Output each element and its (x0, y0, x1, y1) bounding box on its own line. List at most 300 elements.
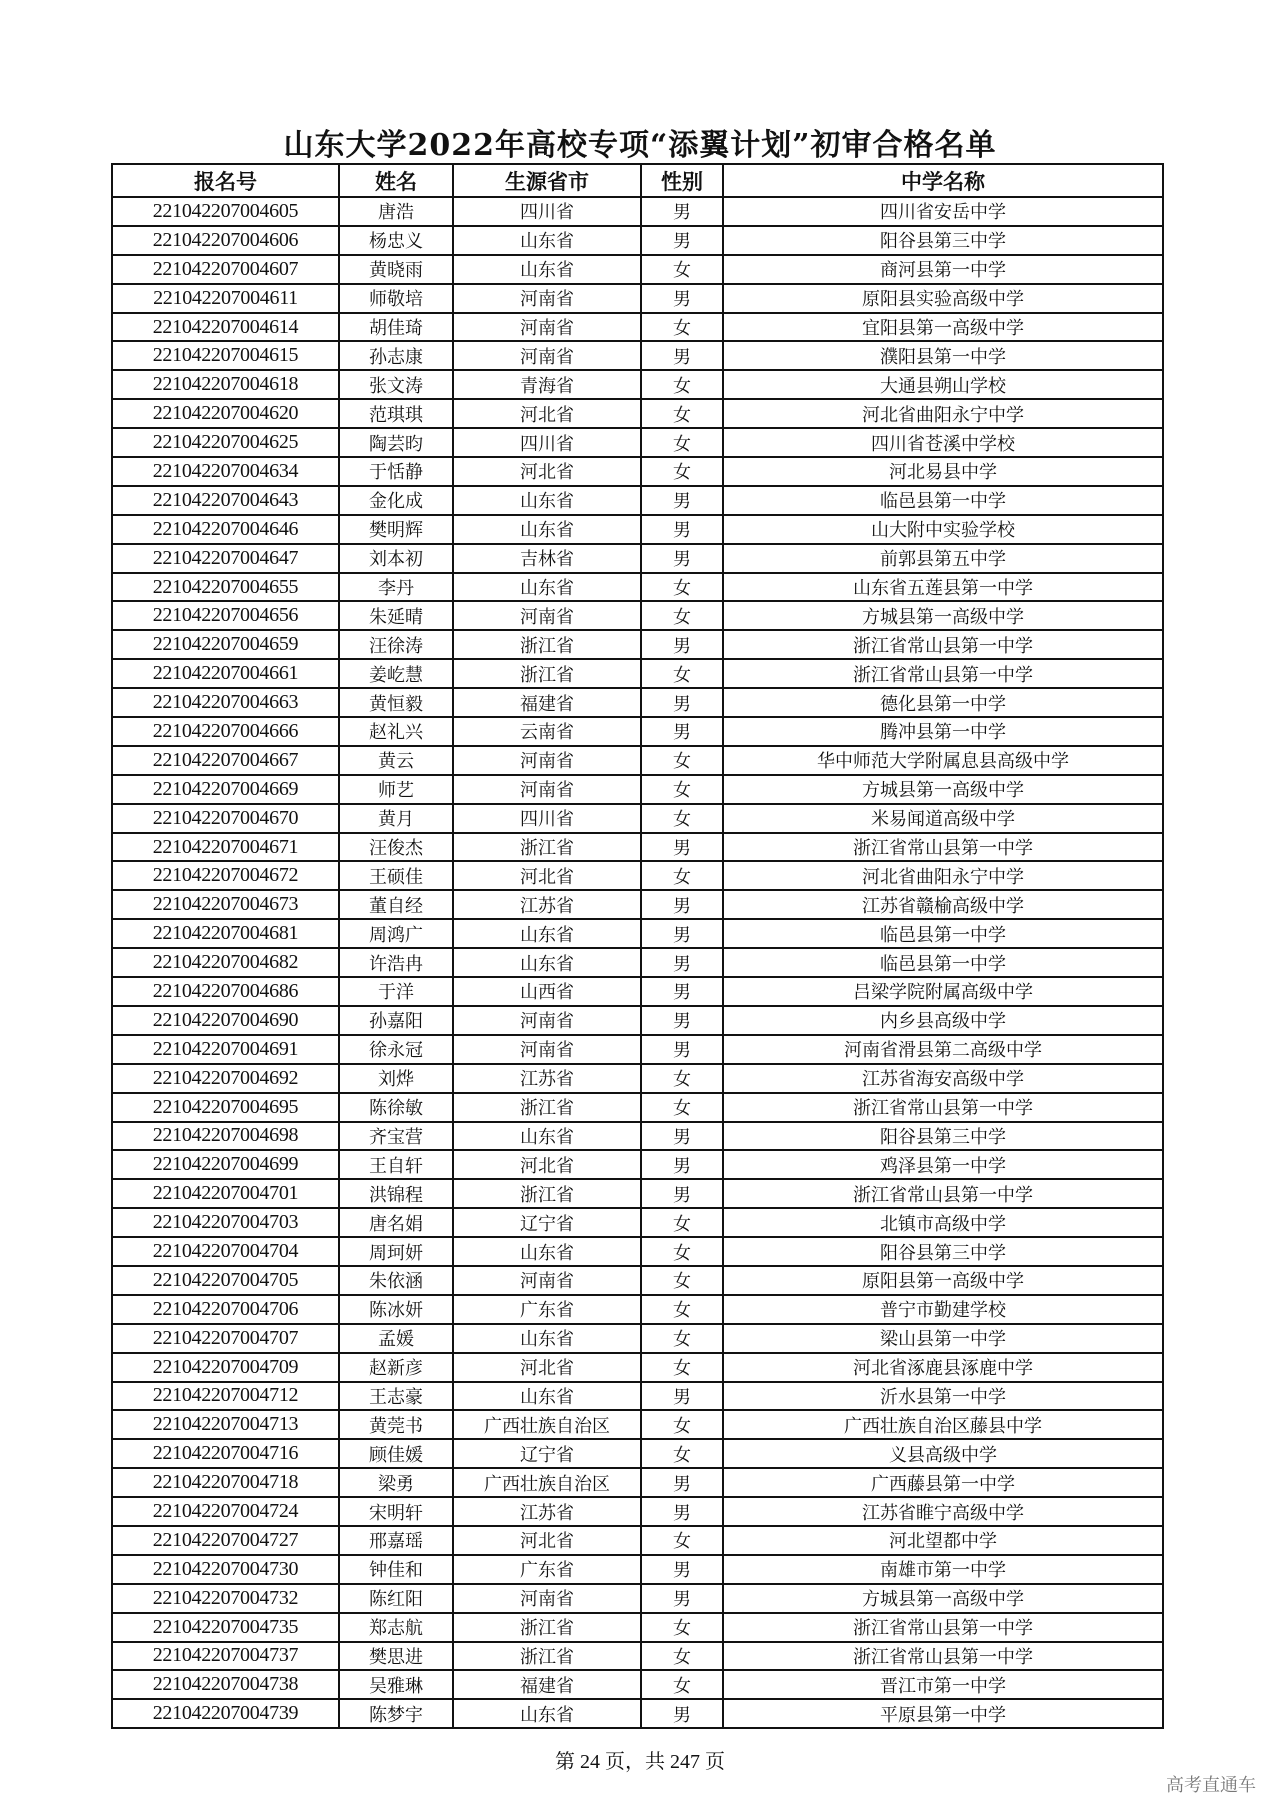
cell-gender: 女 (641, 1642, 723, 1671)
cell-school-name: 义县高级中学 (723, 1439, 1163, 1468)
cell-student-name: 樊明辉 (339, 515, 453, 544)
cell-school-name: 广西藤县第一中学 (723, 1468, 1163, 1497)
cell-province: 河南省 (453, 1006, 641, 1035)
cell-province: 河北省 (453, 457, 641, 486)
table-row (112, 833, 1163, 862)
cell-school-name: 吕梁学院附属高级中学 (723, 977, 1163, 1006)
cell-registration-no: 221042207004606 (112, 226, 339, 255)
cell-province: 山东省 (453, 255, 641, 284)
cell-school-name: 河北望都中学 (723, 1526, 1163, 1555)
cell-province: 广东省 (453, 1555, 641, 1584)
cell-gender: 男 (641, 1035, 723, 1064)
cell-province: 山东省 (453, 1237, 641, 1266)
cell-school-name: 广西壮族自治区藤县中学 (723, 1410, 1163, 1439)
cell-registration-no: 221042207004695 (112, 1093, 339, 1122)
cell-school-name: 北镇市高级中学 (723, 1208, 1163, 1237)
cell-student-name: 梁勇 (339, 1468, 453, 1497)
cell-registration-no: 221042207004712 (112, 1382, 339, 1411)
cell-school-name: 米易闻道高级中学 (723, 804, 1163, 833)
cell-province: 云南省 (453, 717, 641, 746)
header-name: 姓名 (339, 164, 453, 197)
table-row (112, 1208, 1163, 1237)
cell-gender: 女 (641, 601, 723, 630)
table-row (112, 717, 1163, 746)
cell-registration-no: 221042207004673 (112, 890, 339, 919)
cell-school-name: 普宁市勤建学校 (723, 1295, 1163, 1324)
cell-registration-no: 221042207004661 (112, 659, 339, 688)
cell-gender: 女 (641, 1439, 723, 1468)
cell-gender: 女 (641, 370, 723, 399)
cell-student-name: 王硕佳 (339, 861, 453, 890)
cell-school-name: 原阳县实验高级中学 (723, 284, 1163, 313)
cell-student-name: 黄云 (339, 746, 453, 775)
cell-school-name: 方城县第一高级中学 (723, 601, 1163, 630)
cell-gender: 女 (641, 1093, 723, 1122)
cell-province: 广东省 (453, 1295, 641, 1324)
table-row (112, 1613, 1163, 1642)
cell-gender: 男 (641, 341, 723, 370)
cell-school-name: 河南省滑县第二高级中学 (723, 1035, 1163, 1064)
table-row (112, 1353, 1163, 1382)
cell-registration-no: 221042207004704 (112, 1237, 339, 1266)
cell-registration-no: 221042207004620 (112, 399, 339, 428)
cell-school-name: 阳谷县第三中学 (723, 1237, 1163, 1266)
cell-school-name: 河北易县中学 (723, 457, 1163, 486)
cell-gender: 男 (641, 486, 723, 515)
cell-school-name: 浙江省常山县第一中学 (723, 1613, 1163, 1642)
table-row (112, 659, 1163, 688)
cell-registration-no: 221042207004732 (112, 1584, 339, 1613)
cell-student-name: 姜屹慧 (339, 659, 453, 688)
table-row (112, 1093, 1163, 1122)
table-row (112, 370, 1163, 399)
cell-province: 浙江省 (453, 833, 641, 862)
cell-student-name: 杨忠义 (339, 226, 453, 255)
table-row (112, 746, 1163, 775)
cell-registration-no: 221042207004618 (112, 370, 339, 399)
cell-school-name: 河北省曲阳永宁中学 (723, 861, 1163, 890)
cell-province: 河南省 (453, 1035, 641, 1064)
cell-province: 四川省 (453, 428, 641, 457)
cell-gender: 女 (641, 1237, 723, 1266)
table-row (112, 1699, 1163, 1728)
cell-school-name: 临邑县第一中学 (723, 948, 1163, 977)
header-registration-no: 报名号 (112, 164, 339, 197)
cell-gender: 男 (641, 1497, 723, 1526)
table-row (112, 1266, 1163, 1295)
cell-province: 浙江省 (453, 1179, 641, 1208)
cell-province: 河北省 (453, 861, 641, 890)
cell-gender: 女 (641, 1064, 723, 1093)
cell-province: 河南省 (453, 1266, 641, 1295)
cell-school-name: 浙江省常山县第一中学 (723, 659, 1163, 688)
cell-province: 四川省 (453, 804, 641, 833)
cell-school-name: 浙江省常山县第一中学 (723, 833, 1163, 862)
table-row (112, 1468, 1163, 1497)
cell-registration-no: 221042207004671 (112, 833, 339, 862)
cell-gender: 女 (641, 428, 723, 457)
cell-gender: 女 (641, 1353, 723, 1382)
cell-student-name: 陈冰妍 (339, 1295, 453, 1324)
cell-school-name: 浙江省常山县第一中学 (723, 630, 1163, 659)
cell-province: 河南省 (453, 601, 641, 630)
cell-student-name: 王志豪 (339, 1382, 453, 1411)
cell-school-name: 商河县第一中学 (723, 255, 1163, 284)
table-row (112, 1150, 1163, 1179)
cell-province: 河南省 (453, 775, 641, 804)
cell-student-name: 黄恒毅 (339, 688, 453, 717)
cell-province: 江苏省 (453, 1497, 641, 1526)
cell-province: 河南省 (453, 284, 641, 313)
table-row (112, 601, 1163, 630)
cell-registration-no: 221042207004634 (112, 457, 339, 486)
cell-school-name: 河北省曲阳永宁中学 (723, 399, 1163, 428)
cell-student-name: 陈徐敏 (339, 1093, 453, 1122)
table-row (112, 1006, 1163, 1035)
cell-student-name: 徐永冠 (339, 1035, 453, 1064)
cell-school-name: 山东省五莲县第一中学 (723, 573, 1163, 602)
cell-registration-no: 221042207004659 (112, 630, 339, 659)
cell-registration-no: 221042207004718 (112, 1468, 339, 1497)
cell-registration-no: 221042207004615 (112, 341, 339, 370)
cell-province: 山东省 (453, 948, 641, 977)
cell-registration-no: 221042207004706 (112, 1295, 339, 1324)
cell-school-name: 南雄市第一中学 (723, 1555, 1163, 1584)
cell-gender: 女 (641, 457, 723, 486)
table-row (112, 1642, 1163, 1671)
table-row (112, 1324, 1163, 1353)
cell-school-name: 濮阳县第一中学 (723, 341, 1163, 370)
cell-student-name: 金化成 (339, 486, 453, 515)
cell-registration-no: 221042207004655 (112, 573, 339, 602)
table-row (112, 197, 1163, 226)
cell-registration-no: 221042207004735 (112, 1613, 339, 1642)
cell-registration-no: 221042207004656 (112, 601, 339, 630)
cell-gender: 男 (641, 544, 723, 573)
cell-registration-no: 221042207004724 (112, 1497, 339, 1526)
cell-gender: 女 (641, 1410, 723, 1439)
cell-registration-no: 221042207004663 (112, 688, 339, 717)
cell-student-name: 汪俊杰 (339, 833, 453, 862)
cell-school-name: 临邑县第一中学 (723, 919, 1163, 948)
cell-school-name: 腾冲县第一中学 (723, 717, 1163, 746)
cell-school-name: 浙江省常山县第一中学 (723, 1093, 1163, 1122)
cell-registration-no: 221042207004739 (112, 1699, 339, 1728)
cell-student-name: 樊思进 (339, 1642, 453, 1671)
cell-student-name: 黄月 (339, 804, 453, 833)
cell-registration-no: 221042207004692 (112, 1064, 339, 1093)
cell-province: 河北省 (453, 1526, 641, 1555)
cell-school-name: 临邑县第一中学 (723, 486, 1163, 515)
cell-school-name: 前郭县第五中学 (723, 544, 1163, 573)
cell-registration-no: 221042207004667 (112, 746, 339, 775)
cell-registration-no: 221042207004713 (112, 1410, 339, 1439)
cell-school-name: 江苏省海安高级中学 (723, 1064, 1163, 1093)
cell-student-name: 邢嘉瑶 (339, 1526, 453, 1555)
table-row (112, 457, 1163, 486)
cell-province: 广西壮族自治区 (453, 1468, 641, 1497)
cell-province: 山东省 (453, 1122, 641, 1151)
cell-student-name: 齐宝营 (339, 1122, 453, 1151)
cell-school-name: 沂水县第一中学 (723, 1382, 1163, 1411)
cell-gender: 女 (641, 1266, 723, 1295)
cell-province: 辽宁省 (453, 1208, 641, 1237)
cell-gender: 男 (641, 1555, 723, 1584)
cell-registration-no: 221042207004686 (112, 977, 339, 1006)
cell-gender: 男 (641, 919, 723, 948)
cell-student-name: 王自轩 (339, 1150, 453, 1179)
cell-student-name: 朱依涵 (339, 1266, 453, 1295)
table-row (112, 1670, 1163, 1699)
table-row (112, 890, 1163, 919)
table-row (112, 399, 1163, 428)
cell-student-name: 黄晓雨 (339, 255, 453, 284)
table-row (112, 1122, 1163, 1151)
cell-registration-no: 221042207004707 (112, 1324, 339, 1353)
cell-school-name: 原阳县第一高级中学 (723, 1266, 1163, 1295)
cell-student-name: 汪徐涛 (339, 630, 453, 659)
cell-student-name: 刘本初 (339, 544, 453, 573)
cell-gender: 男 (641, 1179, 723, 1208)
cell-registration-no: 221042207004672 (112, 861, 339, 890)
cell-gender: 女 (641, 1670, 723, 1699)
cell-registration-no: 221042207004709 (112, 1353, 339, 1382)
cell-gender: 男 (641, 948, 723, 977)
cell-registration-no: 221042207004690 (112, 1006, 339, 1035)
roster-table (111, 163, 1164, 1729)
cell-student-name: 孟媛 (339, 1324, 453, 1353)
cell-province: 江苏省 (453, 1064, 641, 1093)
cell-gender: 女 (641, 1613, 723, 1642)
cell-gender: 男 (641, 833, 723, 862)
cell-province: 河南省 (453, 746, 641, 775)
cell-province: 河北省 (453, 399, 641, 428)
table-row (112, 1064, 1163, 1093)
table-row (112, 804, 1163, 833)
cell-gender: 男 (641, 1584, 723, 1613)
table-row (112, 1179, 1163, 1208)
cell-gender: 男 (641, 717, 723, 746)
cell-student-name: 顾佳媛 (339, 1439, 453, 1468)
cell-province: 山东省 (453, 1699, 641, 1728)
cell-student-name: 范琪琪 (339, 399, 453, 428)
table-row (112, 1584, 1163, 1613)
cell-school-name: 山大附中实验学校 (723, 515, 1163, 544)
cell-school-name: 阳谷县第三中学 (723, 226, 1163, 255)
table-row (112, 486, 1163, 515)
cell-school-name: 大通县朔山学校 (723, 370, 1163, 399)
table-row (112, 313, 1163, 342)
cell-student-name: 孙志康 (339, 341, 453, 370)
table-row (112, 573, 1163, 602)
table-row (112, 775, 1163, 804)
cell-school-name: 德化县第一中学 (723, 688, 1163, 717)
cell-school-name: 河北省涿鹿县涿鹿中学 (723, 1353, 1163, 1382)
cell-province: 浙江省 (453, 1613, 641, 1642)
cell-registration-no: 221042207004698 (112, 1122, 339, 1151)
cell-school-name: 四川省苍溪中学校 (723, 428, 1163, 457)
cell-gender: 男 (641, 977, 723, 1006)
cell-registration-no: 221042207004701 (112, 1179, 339, 1208)
cell-gender: 女 (641, 1526, 723, 1555)
cell-student-name: 钟佳和 (339, 1555, 453, 1584)
cell-province: 福建省 (453, 1670, 641, 1699)
cell-registration-no: 221042207004669 (112, 775, 339, 804)
cell-registration-no: 221042207004705 (112, 1266, 339, 1295)
cell-gender: 女 (641, 255, 723, 284)
cell-student-name: 刘烨 (339, 1064, 453, 1093)
cell-registration-no: 221042207004614 (112, 313, 339, 342)
cell-school-name: 江苏省赣榆高级中学 (723, 890, 1163, 919)
cell-student-name: 陶芸昀 (339, 428, 453, 457)
header-province: 生源省市 (453, 164, 641, 197)
cell-school-name: 江苏省睢宁高级中学 (723, 1497, 1163, 1526)
cell-gender: 男 (641, 1006, 723, 1035)
cell-registration-no: 221042207004691 (112, 1035, 339, 1064)
watermark: 高考直通车 (1166, 1775, 1256, 1796)
cell-gender: 女 (641, 659, 723, 688)
cell-gender: 男 (641, 1122, 723, 1151)
cell-student-name: 于恬静 (339, 457, 453, 486)
page-number: 第 24 页，共 247 页 (555, 1751, 725, 1773)
cell-registration-no: 221042207004643 (112, 486, 339, 515)
cell-province: 浙江省 (453, 659, 641, 688)
cell-gender: 男 (641, 1150, 723, 1179)
table-row (112, 1526, 1163, 1555)
cell-province: 河北省 (453, 1353, 641, 1382)
cell-province: 浙江省 (453, 1093, 641, 1122)
cell-gender: 男 (641, 688, 723, 717)
cell-province: 河南省 (453, 1584, 641, 1613)
cell-registration-no: 221042207004670 (112, 804, 339, 833)
cell-student-name: 赵礼兴 (339, 717, 453, 746)
cell-student-name: 吴雅琳 (339, 1670, 453, 1699)
table-row (112, 948, 1163, 977)
cell-province: 山东省 (453, 573, 641, 602)
cell-student-name: 唐名娟 (339, 1208, 453, 1237)
cell-registration-no: 221042207004699 (112, 1150, 339, 1179)
cell-student-name: 唐浩 (339, 197, 453, 226)
cell-student-name: 董自经 (339, 890, 453, 919)
cell-gender: 男 (641, 226, 723, 255)
cell-gender: 女 (641, 804, 723, 833)
table-row (112, 255, 1163, 284)
cell-student-name: 黄莞书 (339, 1410, 453, 1439)
cell-student-name: 师敬培 (339, 284, 453, 313)
cell-province: 吉林省 (453, 544, 641, 573)
cell-province: 河南省 (453, 341, 641, 370)
table-row (112, 1237, 1163, 1266)
table-header-row (112, 164, 1163, 197)
cell-student-name: 许浩冉 (339, 948, 453, 977)
table-row (112, 1555, 1163, 1584)
cell-province: 山东省 (453, 919, 641, 948)
cell-registration-no: 221042207004611 (112, 284, 339, 313)
cell-school-name: 宜阳县第一高级中学 (723, 313, 1163, 342)
table-row (112, 544, 1163, 573)
table-row (112, 1439, 1163, 1468)
table-row (112, 428, 1163, 457)
table-row (112, 977, 1163, 1006)
table-row (112, 284, 1163, 313)
cell-registration-no: 221042207004703 (112, 1208, 339, 1237)
cell-gender: 男 (641, 1382, 723, 1411)
cell-province: 山东省 (453, 486, 641, 515)
cell-student-name: 李丹 (339, 573, 453, 602)
cell-registration-no: 221042207004666 (112, 717, 339, 746)
cell-registration-no: 221042207004646 (112, 515, 339, 544)
table-row (112, 1497, 1163, 1526)
cell-school-name: 阳谷县第三中学 (723, 1122, 1163, 1151)
cell-student-name: 胡佳琦 (339, 313, 453, 342)
cell-student-name: 周鸿广 (339, 919, 453, 948)
cell-school-name: 晋江市第一中学 (723, 1670, 1163, 1699)
cell-school-name: 浙江省常山县第一中学 (723, 1642, 1163, 1671)
cell-school-name: 四川省安岳中学 (723, 197, 1163, 226)
table-row (112, 919, 1163, 948)
cell-province: 山西省 (453, 977, 641, 1006)
cell-student-name: 于洋 (339, 977, 453, 1006)
cell-school-name: 平原县第一中学 (723, 1699, 1163, 1728)
cell-province: 河南省 (453, 313, 641, 342)
cell-gender: 女 (641, 313, 723, 342)
cell-registration-no: 221042207004682 (112, 948, 339, 977)
cell-student-name: 朱延晴 (339, 601, 453, 630)
cell-province: 河北省 (453, 1150, 641, 1179)
cell-gender: 男 (641, 1468, 723, 1497)
cell-registration-no: 221042207004647 (112, 544, 339, 573)
cell-province: 江苏省 (453, 890, 641, 919)
header-gender: 性别 (641, 164, 723, 197)
cell-school-name: 方城县第一高级中学 (723, 775, 1163, 804)
document-title: 山东大学2022年高校专项“添翼计划”初审合格名单 (283, 128, 997, 163)
cell-gender: 男 (641, 515, 723, 544)
cell-student-name: 陈红阳 (339, 1584, 453, 1613)
cell-school-name: 方城县第一高级中学 (723, 1584, 1163, 1613)
cell-gender: 男 (641, 197, 723, 226)
table-row (112, 515, 1163, 544)
cell-province: 浙江省 (453, 1642, 641, 1671)
cell-registration-no: 221042207004716 (112, 1439, 339, 1468)
header-school: 中学名称 (723, 164, 1163, 197)
cell-gender: 女 (641, 399, 723, 428)
cell-registration-no: 221042207004730 (112, 1555, 339, 1584)
table-row (112, 1382, 1163, 1411)
cell-province: 浙江省 (453, 630, 641, 659)
cell-student-name: 张文涛 (339, 370, 453, 399)
cell-gender: 男 (641, 1699, 723, 1728)
table-row (112, 861, 1163, 890)
table-row (112, 688, 1163, 717)
cell-student-name: 宋明轩 (339, 1497, 453, 1526)
cell-gender: 女 (641, 573, 723, 602)
cell-province: 福建省 (453, 688, 641, 717)
cell-province: 青海省 (453, 370, 641, 399)
cell-gender: 男 (641, 630, 723, 659)
cell-school-name: 华中师范大学附属息县高级中学 (723, 746, 1163, 775)
cell-school-name: 梁山县第一中学 (723, 1324, 1163, 1353)
table-row (112, 1410, 1163, 1439)
table-row (112, 341, 1163, 370)
cell-registration-no: 221042207004738 (112, 1670, 339, 1699)
cell-school-name: 浙江省常山县第一中学 (723, 1179, 1163, 1208)
table-row (112, 630, 1163, 659)
cell-province: 山东省 (453, 515, 641, 544)
cell-province: 山东省 (453, 226, 641, 255)
cell-gender: 女 (641, 1295, 723, 1324)
cell-student-name: 周珂妍 (339, 1237, 453, 1266)
cell-registration-no: 221042207004605 (112, 197, 339, 226)
